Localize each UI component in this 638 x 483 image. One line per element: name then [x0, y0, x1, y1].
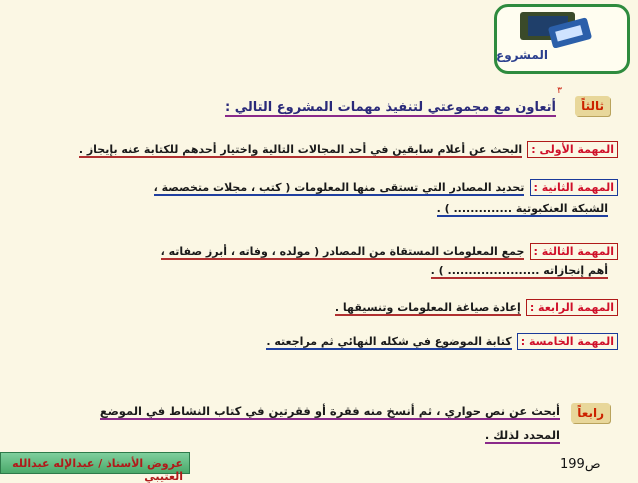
task-1-label: المهمة الأولى : — [527, 141, 618, 158]
task-5-label: المهمة الخامسة : — [517, 333, 618, 350]
footer-credit-banner — [0, 452, 190, 483]
section3-heading: أتعاون مع مجموعتي لتنفيذ مهمات المشروع التالي : — [224, 100, 556, 115]
task-5-text: كتابة الموضوع في شكله النهائي ثم مراجعته . — [266, 335, 512, 348]
page-number: ص199 — [560, 457, 601, 472]
task-1 — [79, 138, 618, 157]
section4-tag-label: رابعاً — [571, 403, 610, 423]
section4-line2: المحدد لذلك . — [484, 428, 560, 442]
section3-number: ٣ — [557, 86, 562, 96]
task-2 — [154, 176, 618, 195]
task-2-label: المهمة الثانية : — [530, 179, 618, 196]
task-2-text: تحديد المصادر التي تستقى منها المعلومات ( كتب ، مجلات متخصصة ، — [153, 181, 525, 194]
task-4 — [335, 296, 618, 315]
task-3 — [161, 240, 618, 259]
project-badge-label: المشروع — [496, 48, 548, 62]
section3-tag-label: ثالثاً — [575, 96, 610, 116]
books-icon — [510, 8, 600, 48]
section4-tag — [571, 402, 610, 421]
task-3-text: جمع المعلومات المستقاة من المصادر ( مولده ، وفاته ، أبرز صفاته ، — [160, 245, 525, 258]
task-4-text: إعادة صياغة المعلومات وتنسيقها . — [334, 301, 521, 314]
task-2-text-cont: الشبكة العنكبوتية .............. ) . — [436, 202, 608, 215]
task-1-text: البحث عن أعلام سابقين في أحد المجالات التالية واختيار أحدهم للكتابة عنه بإيجاز . — [78, 143, 523, 156]
task-3-label: المهمة الثالثة : — [530, 243, 618, 260]
task-4-label: المهمة الرابعة : — [526, 299, 618, 316]
task-5 — [266, 330, 618, 349]
section3-tag — [575, 95, 610, 114]
footer-credit: عروض الأستاذ / عبدالإله عبدالله العتيبي — [12, 457, 183, 483]
section4-line1: أبحث عن نص حواري ، ثم أنسخ منه فقرة أو فقرتين في كتاب النشاط في الموضع — [99, 404, 560, 418]
task-3-text-cont: أهم إنجازاته ...................... ) . — [430, 264, 608, 277]
